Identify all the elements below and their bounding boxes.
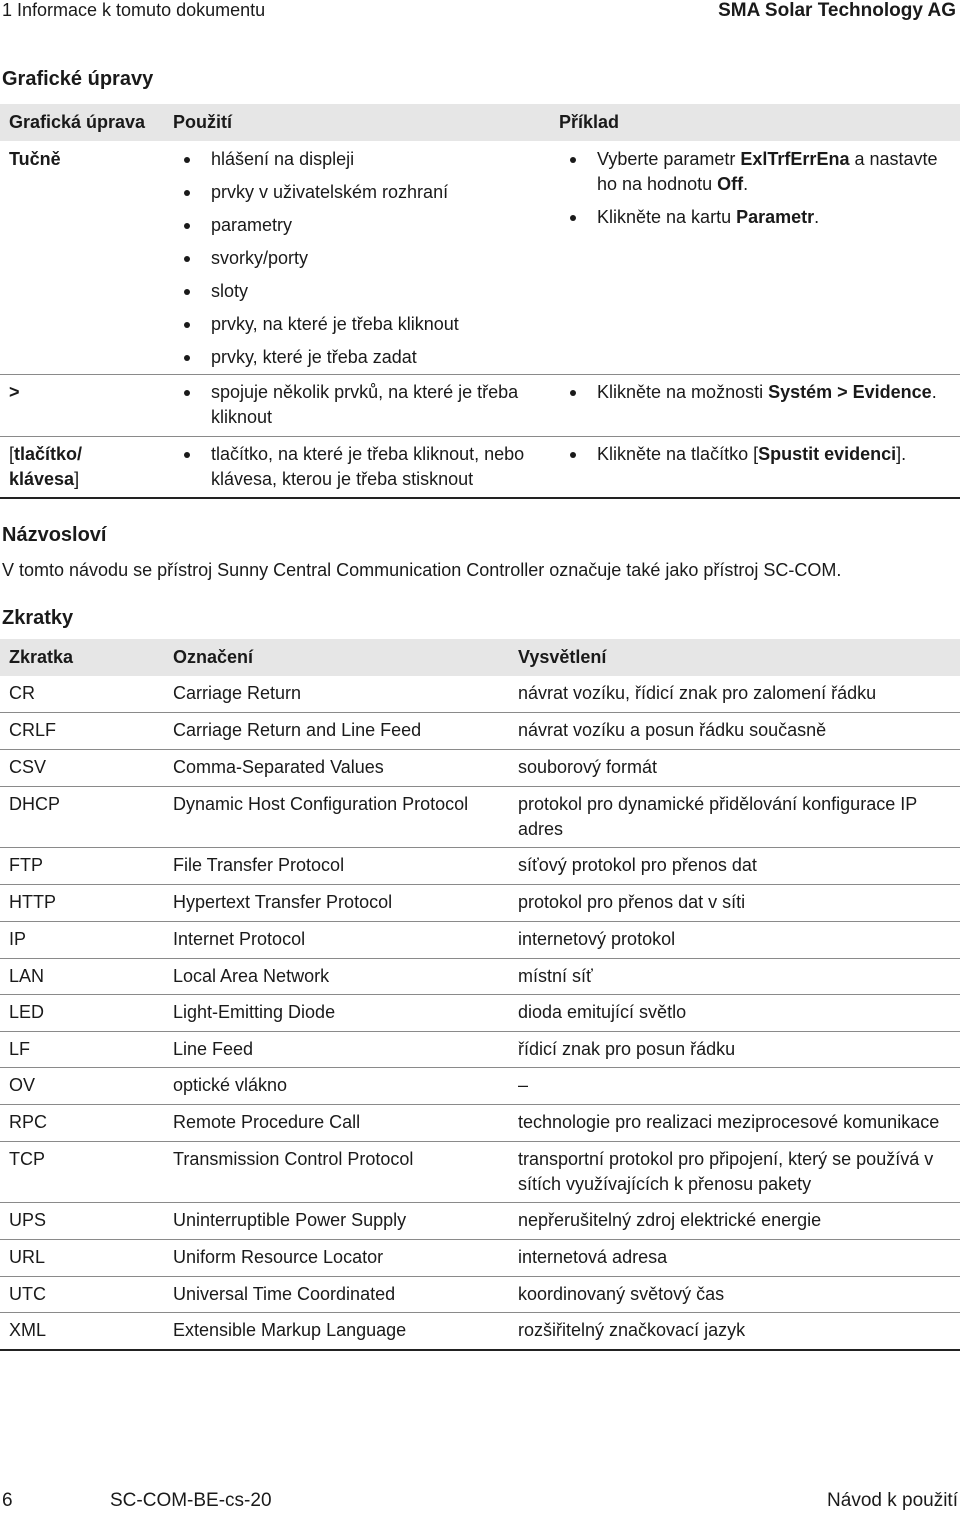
abbrev-cell-term: Extensible Markup Language: [173, 1320, 407, 1340]
list-item: spojuje několik prvků, na které je třeba kliknout: [173, 380, 543, 430]
list-item: Klikněte na možnosti Systém > Evidence.: [559, 380, 954, 405]
graphic-row-button-usage: [173, 442, 543, 492]
row-divider: [0, 374, 960, 375]
abbrev-col-term: Označení: [173, 647, 254, 667]
abbrev-cell-term: Dynamic Host Configuration Protocol: [173, 794, 469, 814]
abbrev-cell-abbr: DHCP: [9, 794, 61, 814]
row-divider: [0, 1104, 960, 1105]
abbrev-cell-abbr: RPC: [9, 1112, 48, 1132]
graphic-row-arrow-label: >: [9, 382, 20, 402]
abbrev-cell-term: Light-Emitting Diode: [173, 1002, 336, 1022]
row-divider: [0, 1031, 960, 1032]
abbrev-cell-abbr: URL: [9, 1247, 46, 1267]
abbrev-cell-explanation: –: [518, 1075, 529, 1095]
footer-page-number: 6: [2, 1490, 13, 1511]
abbrev-cell-explanation: protokol pro dynamické přidělování konfigurace IP adres: [518, 794, 917, 839]
list-item: Vyberte parametr ExlTrfErrEna a nastavte ho na hodnotu Off.: [559, 147, 954, 197]
abbrev-cell-term: Uniform Resource Locator: [173, 1247, 384, 1267]
abbrev-cell-term: Universal Time Coordinated: [173, 1284, 396, 1304]
list-item: prvky v uživatelském rozhraní: [173, 180, 543, 205]
abbrev-cell-explanation: rozšiřitelný značkovací jazyk: [518, 1320, 746, 1340]
graphic-row-button-label: [tlačítko/ klávesa]: [9, 444, 83, 489]
graphic-row-arrow-example: [559, 380, 954, 405]
abbrev-cell-explanation: řídicí znak pro posun řádku: [518, 1039, 736, 1059]
running-header-chapter: 1 Informace k tomuto dokumentu: [2, 0, 266, 20]
abbrev-cell-explanation: místní síť: [518, 966, 593, 986]
abbrev-cell-explanation: internetový protokol: [518, 929, 676, 949]
footer-title: Návod k použití: [827, 1490, 958, 1511]
running-header-company: SMA Solar Technology AG: [718, 0, 956, 21]
graphic-row-button-example: [559, 442, 954, 467]
abbrev-cell-term: Transmission Control Protocol: [173, 1149, 414, 1169]
abbrev-cell-explanation: souborový formát: [518, 757, 658, 777]
row-divider: [0, 749, 960, 750]
row-divider: [0, 1276, 960, 1277]
abbrev-cell-term: Uninterruptible Power Supply: [173, 1210, 407, 1230]
abbrev-cell-explanation: internetová adresa: [518, 1247, 668, 1267]
footer-doc-code: SC-COM-BE-cs-20: [110, 1490, 272, 1511]
row-divider: [0, 1067, 960, 1068]
row-divider: [0, 1239, 960, 1240]
graphic-col-format: Grafická úprava: [9, 112, 146, 132]
abbrev-cell-abbr: OV: [9, 1075, 36, 1095]
list-item: prvky, na které je třeba kliknout: [173, 312, 543, 337]
row-divider: [0, 1349, 960, 1351]
row-divider: [0, 1202, 960, 1203]
abbrev-cell-abbr: LED: [9, 1002, 45, 1022]
graphic-row-arrow-usage: [173, 380, 543, 430]
row-divider: [0, 847, 960, 848]
abbrev-cell-explanation: dioda emitující světlo: [518, 1002, 687, 1022]
abbrev-cell-abbr: UPS: [9, 1210, 47, 1230]
row-divider: [0, 884, 960, 885]
abbrev-cell-term: Comma-Separated Values: [173, 757, 384, 777]
list-item: Klikněte na kartu Parametr.: [559, 205, 954, 230]
abbrev-col-abbr: Zkratka: [9, 647, 74, 667]
abbrev-cell-term: Local Area Network: [173, 966, 330, 986]
abbrev-cell-explanation: návrat vozíku a posun řádku současně: [518, 720, 827, 740]
row-divider: [0, 958, 960, 959]
abbrev-cell-explanation: transportní protokol pro připojení, který se používá v sítích využívajících k přenosu pakety: [518, 1149, 934, 1194]
abbrev-cell-abbr: TCP: [9, 1149, 45, 1169]
row-divider: [0, 994, 960, 995]
graphic-col-usage: Použití: [173, 112, 232, 132]
abbrev-cell-term: Carriage Return: [173, 683, 302, 703]
list-item: svorky/porty: [173, 246, 543, 271]
section-title-graphic: Grafické úpravy: [2, 68, 154, 90]
row-divider: [0, 1312, 960, 1313]
list-item: sloty: [173, 279, 543, 304]
graphic-row-bold-usage: [173, 147, 543, 370]
abbrev-cell-term: File Transfer Protocol: [173, 855, 345, 875]
abbrev-cell-abbr: HTTP: [9, 892, 56, 912]
section-title-nomenclature: Názvosloví: [2, 524, 107, 546]
list-item: tlačítko, na které je třeba kliknout, nebo klávesa, kterou je třeba stisknout: [173, 442, 543, 492]
abbrev-cell-abbr: UTC: [9, 1284, 46, 1304]
section-title-abbreviations: Zkratky: [2, 607, 74, 629]
abbrev-cell-term: optické vlákno: [173, 1075, 288, 1095]
abbrev-cell-term: Line Feed: [173, 1039, 254, 1059]
graphic-row-bold-examples: [559, 147, 954, 230]
abbrev-cell-explanation: koordinovaný světový čas: [518, 1284, 725, 1304]
row-divider: [0, 786, 960, 787]
abbrev-cell-abbr: LAN: [9, 966, 45, 986]
abbrev-cell-term: Carriage Return and Line Feed: [173, 720, 422, 740]
abbrev-cell-explanation: protokol pro přenos dat v síti: [518, 892, 746, 912]
abbrev-cell-explanation: síťový protokol pro přenos dat: [518, 855, 757, 875]
abbrev-cell-abbr: LF: [9, 1039, 31, 1059]
abbrev-cell-term: Internet Protocol: [173, 929, 306, 949]
abbrev-cell-abbr: FTP: [9, 855, 43, 875]
graphic-col-example: Příklad: [559, 112, 620, 132]
list-item: Klikněte na tlačítko [Spustit evidenci].: [559, 442, 954, 467]
abbrev-col-explanation: Vysvětlení: [518, 647, 607, 667]
list-item: parametry: [173, 213, 543, 238]
nomenclature-text: V tomto návodu se přístroj Sunny Central Communication Controller označuje také jako přístroj SC-COM.: [2, 560, 842, 580]
row-divider: [0, 921, 960, 922]
list-item: prvky, které je třeba zadat: [173, 345, 543, 370]
table-bottom-rule: [0, 497, 960, 499]
abbrev-cell-abbr: CRLF: [9, 720, 57, 740]
row-divider: [0, 712, 960, 713]
list-item: hlášení na displeji: [173, 147, 543, 172]
row-divider: [0, 436, 960, 437]
graphic-row-bold-label: Tučně: [9, 149, 61, 169]
row-divider: [0, 1141, 960, 1142]
abbrev-cell-term: Hypertext Transfer Protocol: [173, 892, 393, 912]
abbrev-cell-term: Remote Procedure Call: [173, 1112, 361, 1132]
abbrev-table-header: [0, 639, 960, 676]
abbrev-cell-explanation: návrat vozíku, řídicí znak pro zalomení řádku: [518, 683, 877, 703]
abbrev-cell-abbr: XML: [9, 1320, 47, 1340]
abbrev-cell-explanation: nepřerušitelný zdroj elektrické energie: [518, 1210, 822, 1230]
abbrev-cell-abbr: CR: [9, 683, 35, 703]
abbrev-cell-explanation: technologie pro realizaci meziprocesové komunikace: [518, 1112, 940, 1132]
abbrev-cell-abbr: CSV: [9, 757, 47, 777]
abbrev-cell-abbr: IP: [9, 929, 27, 949]
